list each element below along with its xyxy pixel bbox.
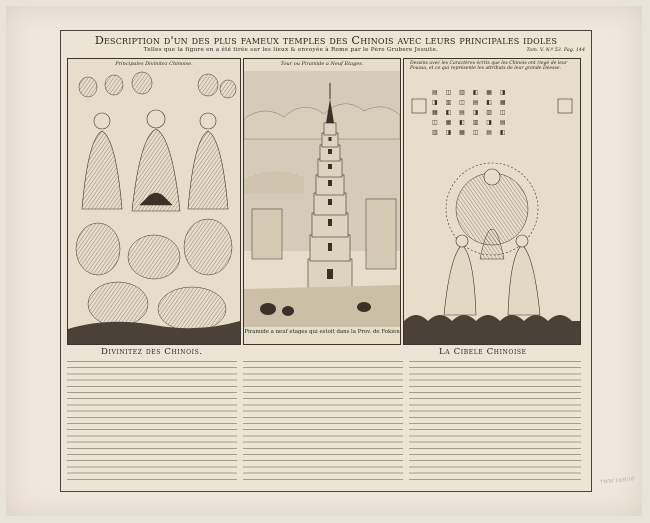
plate-subtitle: Telles que la figure en a été tirée sur les lieux & envoyée à Rome par le Père Grubere Jesuite. [143, 47, 439, 53]
deities-panel [67, 58, 241, 345]
pagoda-caption: Tour ou Piramide a Neuf Etages. [280, 61, 364, 67]
engraved-plate [60, 30, 592, 492]
deities-engraving [68, 59, 240, 344]
pagoda-panel [243, 58, 401, 345]
cibele-engraving [404, 59, 580, 344]
center-text-block [243, 357, 403, 485]
glyph-row: ◨ ▥ ◫ ▤ ◧ ▦ [432, 99, 509, 106]
glyph-row: ▤ ◫ ▥ ◧ ▦ ◨ [432, 89, 509, 96]
deities-text-block [67, 357, 237, 485]
pagoda-bottom-caption: Piramide a neuf etages qui estoit dans la Prov. de Fokien [244, 329, 400, 335]
glyph-row: ▥ ◨ ▦ ◫ ▤ ◧ [432, 129, 509, 136]
cibele-heading: La Cibele Chinoise [439, 347, 527, 357]
deities-caption: Principales Divinitez Chinoise. [115, 61, 193, 67]
pencil-annotation: TWM 16/9/18 [599, 476, 635, 486]
cibele-caption: Dessins avec les Caractères écrits que les Chinois ont riegé de leur Poussa, et ce qui représente les attributs de leur grande Déesse. [410, 61, 568, 72]
pagoda-engraving [244, 59, 400, 344]
plate-reference: Tom. V. N.º 53. Pag. 144 [526, 48, 585, 53]
glyph-row: ▦ ◧ ▤ ◨ ▥ ◫ [432, 109, 509, 116]
cibele-text-block [409, 357, 581, 485]
cibele-panel [403, 58, 581, 345]
plate-title: Description d'un des plus fameux temples des Chinois avec leurs principales idoles [94, 34, 558, 47]
deities-heading: Divinitez des Chinois. [101, 347, 203, 357]
glyph-row: ◫ ▦ ◧ ▥ ◨ ▤ [432, 119, 509, 126]
